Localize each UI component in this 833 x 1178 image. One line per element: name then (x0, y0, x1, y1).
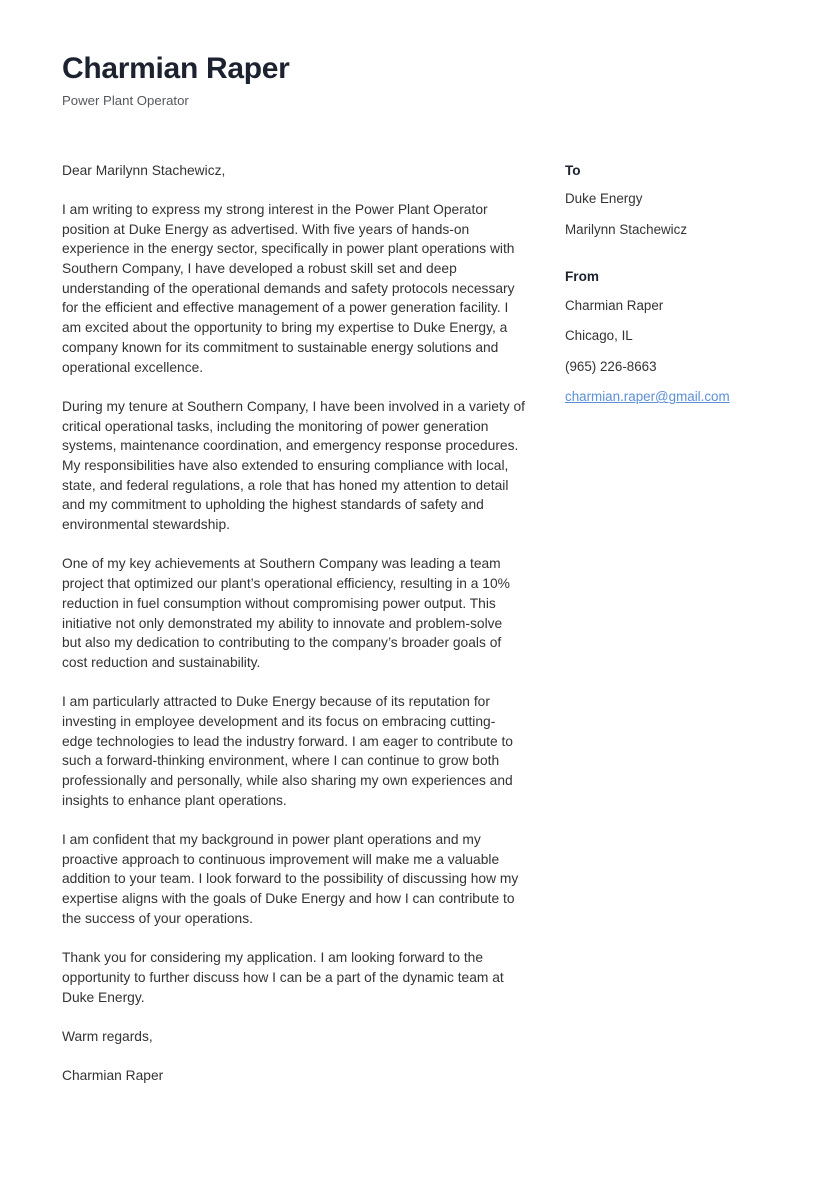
applicant-job-title: Power Plant Operator (62, 92, 189, 108)
letter-header (62, 52, 771, 109)
salutation: Dear Marilynn Stachewicz, (62, 162, 226, 178)
body-paragraph-2: During my tenure at Southern Company, I have been involved in a variety of critical operational tasks, including the monitoring of power generation systems, maintenance coordination, and emergency response procedures. My responsibilities have also extended to ensuring compliance with local, state, and federal regulations, a role that has honed my attention to detail and my commitment to upholding the highest standards of safety and environmental stewardship. (62, 398, 525, 533)
from-email-row (565, 388, 771, 405)
from-email-link[interactable]: charmian.raper@gmail.com (565, 389, 730, 405)
from-location: Chicago, IL (565, 328, 633, 344)
body-paragraph-3: One of my key achievements at Southern Company was leading a team project that optimized our plant’s operational efficiency, resulting in a 10% reduction in fuel consumption without compromising power output. This initiative not only demonstrated my ability to innovate and problem-solve but also my dedication to contributing to the company’s broader goals of cost reduction and sustainability. (62, 556, 510, 670)
body-paragraph-1: I am writing to express my strong interest in the Power Plant Operator position at Duke Energy as advertised. With five years of hands-on experience in the energy sector, specifically in power plant operations with Southern Company, I have developed a robust skill set and deep understanding of the operational demands and safety protocols necessary for the efficient and effective management of a power generation facility. I am excited about the opportunity to bring my expertise to Duke Energy, a company known for its commitment to sustainable energy solutions and operational excellence. (62, 201, 515, 375)
applicant-name: Charmian Raper (62, 52, 290, 85)
from-heading: From (565, 269, 599, 285)
from-name: Charmian Raper (565, 297, 664, 313)
letter-meta-column (565, 161, 771, 406)
letter-body-column (62, 161, 525, 1086)
to-company: Duke Energy (565, 191, 643, 207)
letter-content (62, 161, 771, 1086)
from-phone: (965) 226-8663 (565, 358, 657, 374)
body-paragraph-4: I am particularly attracted to Duke Energy because of its reputation for investing in employee development and its focus on embracing cutting-edge technologies to lead the industry forward. I am eager to contribute to such a forward-thinking environment, where I can continue to grow both professionally and personally, while also sharing my own experiences and insights to enhance plant operations. (62, 694, 513, 808)
signature-name: Charmian Raper (62, 1068, 164, 1084)
body-paragraph-6: Thank you for considering my application. I am looking forward to the opportunity to further discuss how I can be a part of the dynamic team at Duke Energy. (62, 950, 504, 1005)
body-paragraph-5: I am confident that my background in power plant operations and my proactive approach to continuous improvement will make me a valuable addition to your team. I look forward to the possibility of discussing how my expertise aligns with the goals of Duke Energy and how I can contribute to the success of your operations. (62, 832, 519, 926)
to-person: Marilynn Stachewicz (565, 221, 688, 237)
closing-salutation: Warm regards, (62, 1028, 153, 1044)
to-heading: To (565, 162, 581, 178)
